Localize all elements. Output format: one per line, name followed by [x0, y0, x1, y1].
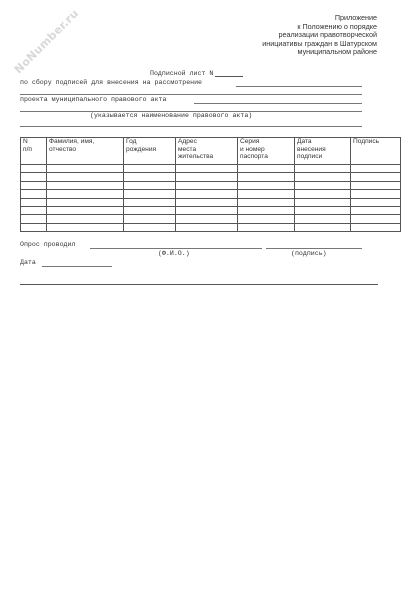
- table-cell[interactable]: [176, 181, 238, 189]
- table-row: [21, 223, 401, 231]
- fio-hint: (Ф.И.О.): [158, 250, 190, 257]
- table-cell[interactable]: [351, 206, 401, 214]
- table-cell[interactable]: [238, 173, 295, 181]
- table-cell[interactable]: [21, 173, 47, 181]
- table-cell[interactable]: [238, 190, 295, 198]
- table-cell[interactable]: [176, 173, 238, 181]
- table-cell[interactable]: [238, 215, 295, 223]
- table-cell[interactable]: [238, 206, 295, 214]
- table-cell[interactable]: [238, 198, 295, 206]
- table-row: [21, 190, 401, 198]
- table-cell[interactable]: [124, 173, 176, 181]
- table-row: [21, 181, 401, 189]
- form-title-line: [150, 69, 243, 77]
- conductor-signature-line[interactable]: [266, 248, 362, 249]
- table-cell[interactable]: [176, 215, 238, 223]
- appendix-line: инициативы граждан в Шатурском: [262, 38, 377, 48]
- table-cell[interactable]: [47, 165, 124, 173]
- conductor-name-line[interactable]: [90, 248, 262, 249]
- table-cell[interactable]: [21, 215, 47, 223]
- col-header-name: [47, 138, 124, 165]
- table-row: [21, 215, 401, 223]
- table-cell[interactable]: [47, 190, 124, 198]
- table-cell[interactable]: [176, 165, 238, 173]
- bottom-separator: [20, 284, 378, 285]
- col-header-passport-text: Серия и номер паспорта: [240, 138, 268, 161]
- table-cell[interactable]: [47, 206, 124, 214]
- table-cell[interactable]: [21, 190, 47, 198]
- table-cell[interactable]: [295, 190, 351, 198]
- table-cell[interactable]: [176, 198, 238, 206]
- table-cell[interactable]: [295, 223, 351, 231]
- appendix-note: [207, 14, 377, 57]
- table-cell[interactable]: [124, 215, 176, 223]
- table-cell[interactable]: [295, 181, 351, 189]
- col-header-address: [176, 138, 238, 165]
- table-cell[interactable]: [295, 198, 351, 206]
- table-cell[interactable]: [124, 206, 176, 214]
- table-row: [21, 198, 401, 206]
- signature-table: [20, 137, 401, 232]
- table-cell[interactable]: [21, 206, 47, 214]
- table-cell[interactable]: [351, 223, 401, 231]
- table-cell[interactable]: [176, 223, 238, 231]
- form-title: Подписной лист N: [150, 70, 214, 77]
- date-fill-line[interactable]: [42, 266, 112, 267]
- signature-hint: (подпись): [291, 250, 327, 257]
- col-header-signature: [351, 138, 401, 165]
- table-cell[interactable]: [238, 165, 295, 173]
- table-cell[interactable]: [124, 198, 176, 206]
- table-cell[interactable]: [47, 173, 124, 181]
- purpose-label: по сбору подписей для внесения на рассмотрение: [20, 79, 203, 86]
- table-cell[interactable]: [295, 173, 351, 181]
- table-cell[interactable]: [295, 165, 351, 173]
- conducted-by-label: Опрос проводил: [20, 241, 76, 248]
- table-cell[interactable]: [21, 198, 47, 206]
- col-header-number: [21, 138, 47, 165]
- table-cell[interactable]: [47, 181, 124, 189]
- table-cell[interactable]: [351, 165, 401, 173]
- table-cell[interactable]: [124, 165, 176, 173]
- table-header-row: [21, 138, 401, 165]
- col-header-passport: [238, 138, 295, 165]
- col-header-date: [295, 138, 351, 165]
- table-cell[interactable]: [238, 181, 295, 189]
- appendix-line: реализации правотворческой: [278, 30, 377, 40]
- purpose-fill-line[interactable]: [236, 86, 362, 87]
- appendix-line: к Положению о порядке: [297, 21, 377, 31]
- project-fill-line[interactable]: [194, 103, 362, 104]
- table-cell[interactable]: [351, 173, 401, 181]
- appendix-line: муниципальном районе: [297, 47, 377, 57]
- act-name-hint: (указывается наименование правового акта): [90, 112, 253, 119]
- table-row: [21, 173, 401, 181]
- sheet-number-field[interactable]: [215, 69, 243, 77]
- table-row: [21, 206, 401, 214]
- table-cell[interactable]: [124, 181, 176, 189]
- project-fill-line-3[interactable]: [20, 126, 362, 127]
- table-cell[interactable]: [295, 206, 351, 214]
- table-cell[interactable]: [351, 198, 401, 206]
- table-cell[interactable]: [295, 215, 351, 223]
- table-cell[interactable]: [351, 215, 401, 223]
- table-cell[interactable]: [176, 206, 238, 214]
- col-header-address-text: Адрес места жительства: [178, 138, 214, 161]
- appendix-line: Приложение: [334, 13, 377, 22]
- table-cell[interactable]: [124, 223, 176, 231]
- watermark: NoNumber.ru: [11, 6, 82, 77]
- table-cell[interactable]: [21, 223, 47, 231]
- purpose-fill-line-2[interactable]: [20, 94, 362, 95]
- table-cell[interactable]: [47, 198, 124, 206]
- table-cell[interactable]: [238, 223, 295, 231]
- table-cell[interactable]: [47, 223, 124, 231]
- col-header-name-text: Фамилия, имя, отчество: [49, 138, 95, 153]
- col-header-number-text: N п/п: [23, 138, 32, 153]
- table-cell[interactable]: [21, 181, 47, 189]
- project-label: проекта муниципального правового акта: [20, 96, 167, 103]
- table-cell[interactable]: [124, 190, 176, 198]
- table-cell[interactable]: [47, 215, 124, 223]
- table-body: [21, 165, 401, 232]
- col-header-signature-text: Подпись: [353, 138, 380, 145]
- date-label: Дата: [20, 259, 36, 266]
- table-row: [21, 165, 401, 173]
- table-cell[interactable]: [176, 190, 238, 198]
- table-cell[interactable]: [21, 165, 47, 173]
- col-header-date-text: Дата внесения подписи: [297, 138, 326, 161]
- col-header-birth-year: [124, 138, 176, 165]
- col-header-birth-year-text: Год рождения: [126, 138, 157, 153]
- table-cell[interactable]: [351, 181, 401, 189]
- table-cell[interactable]: [351, 190, 401, 198]
